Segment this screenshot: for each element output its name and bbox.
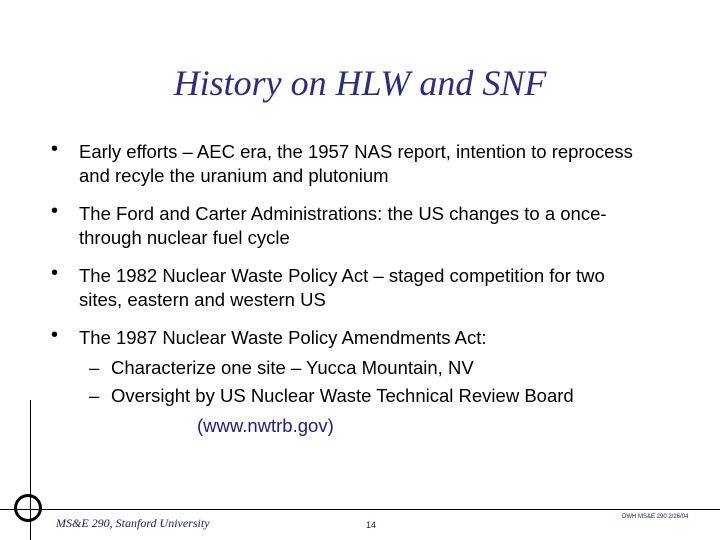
bullet-1-line-1: Early efforts – AEC era, the 1957 NAS report, intention to reprocess [79, 141, 633, 162]
slide-title: History on HLW and SNF [173, 63, 547, 103]
nwtrb-link[interactable]: (www.nwtrb.gov) [197, 415, 334, 436]
bullet-2-line-1: The Ford and Carter Administrations: the US changes to a once- [79, 203, 607, 224]
footer-course: MS&E 290, Stanford University [56, 516, 210, 530]
sub-bullet-2: Oversight by US Nuclear Waste Technical Review Board [111, 385, 574, 406]
bullet-3-line-1: The 1982 Nuclear Waste Policy Act – staged competition for two [79, 265, 605, 286]
bullet-1-line-2: and recyle the uranium and plutonium [79, 165, 389, 186]
sub-bullet-1: Characterize one site – Yucca Mountain, NV [111, 357, 474, 378]
horizontal-rule [0, 509, 720, 510]
bullet-4-line-1: The 1987 Nuclear Waste Policy Amendments Act: [79, 327, 487, 348]
sub-bullet-dash: – [89, 357, 100, 378]
bullet-icon: • [51, 200, 59, 222]
footer-author-date: DWH MS&E 290 2/26/04 [622, 514, 689, 520]
bullet-2-line-2: through nuclear fuel cycle [79, 227, 290, 248]
page-number: 14 [366, 520, 377, 530]
bullet-icon: • [51, 324, 59, 346]
bullet-icon: • [51, 138, 59, 160]
bullet-icon: • [51, 262, 59, 284]
crosshair-circle-icon [14, 494, 42, 522]
sub-bullet-dash: – [89, 385, 100, 406]
bullet-3-line-2: sites, eastern and western US [79, 289, 326, 310]
